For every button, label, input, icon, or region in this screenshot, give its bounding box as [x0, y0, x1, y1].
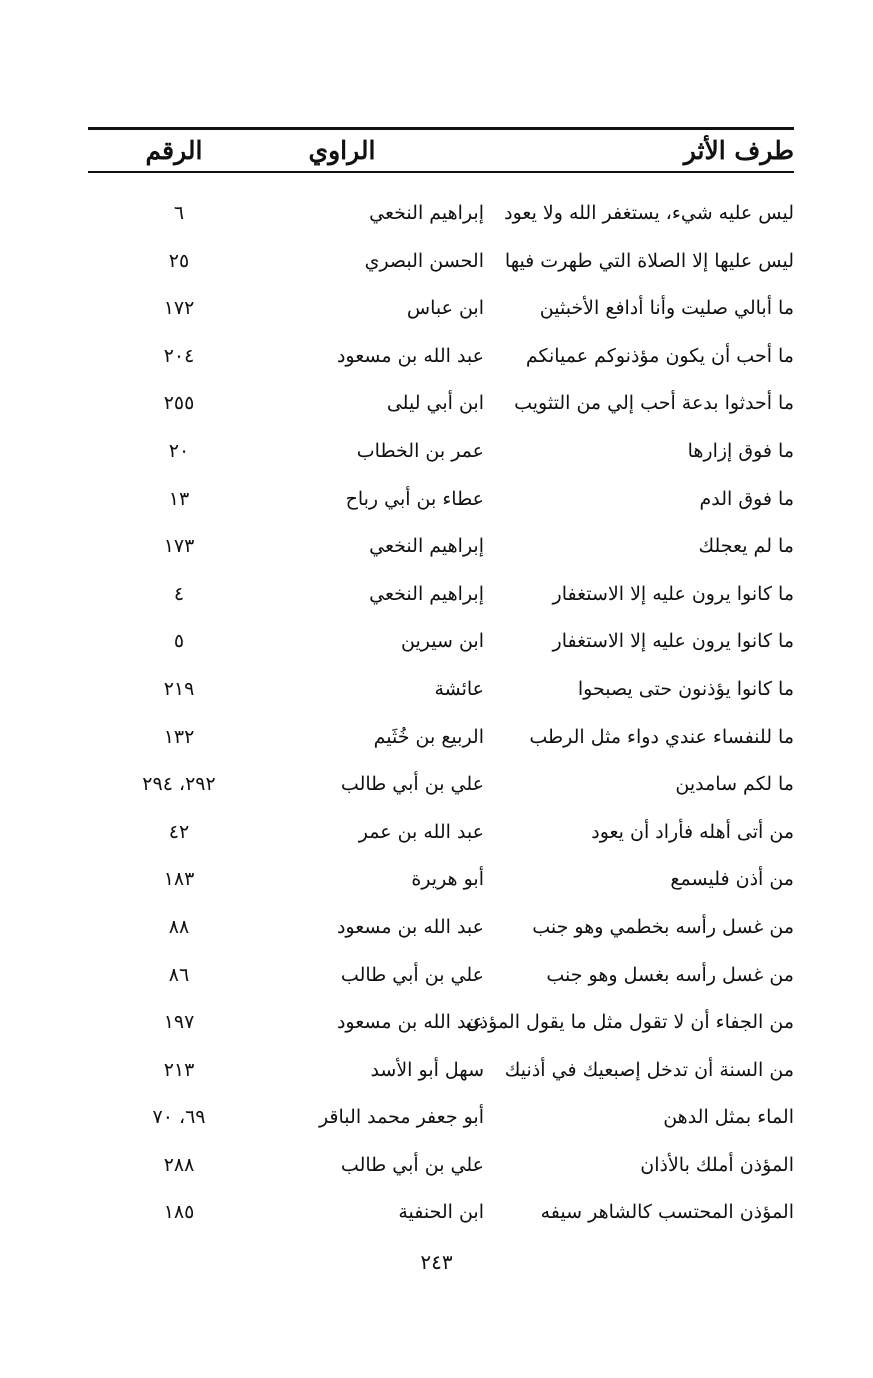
table-row [88, 761, 794, 809]
raqm-cell: ٢٥ [168, 249, 190, 272]
rawi-cell: إبراهيم النخعي [369, 202, 484, 224]
table-row [88, 666, 794, 714]
raqm-cell: ٢١٣ [163, 1058, 195, 1081]
athar-cell: من السنة أن تدخل إصبعيك في أذنيك [504, 1058, 794, 1081]
athar-cell: المؤذن المحتسب كالشاهر سيفه [540, 1201, 794, 1224]
athar-cell: من الجفاء أن لا تقول مثل ما يقول المؤذن [465, 1011, 794, 1034]
rawi-cell: علي بن أبي طالب [340, 773, 484, 796]
rawi-cell: أبو جعفر محمد الباقر [318, 1106, 484, 1129]
athar-cell: ما أحب أن يكون مؤذنوكم عميانكم [525, 344, 794, 367]
raqm-cell: ١٨٥ [163, 1201, 195, 1224]
raqm-cell: ٥ [173, 630, 185, 653]
table-row [88, 618, 794, 666]
table-row [88, 285, 794, 333]
table-row [88, 714, 794, 762]
rawi-cell: إبراهيم النخعي [369, 535, 484, 558]
table-row [88, 952, 794, 1000]
rawi-cell: ابن الحنفية [398, 1201, 484, 1224]
raqm-cell: ٤ [173, 582, 185, 605]
rawi-cell: سهل أبو الأسد [370, 1058, 484, 1081]
table-row [88, 571, 794, 619]
athar-cell: ما فوق إزارها [687, 439, 794, 462]
athar-cell: ما كانوا يؤذنون حتى يصبحوا [577, 677, 794, 700]
raqm-cell: ٢٠ [168, 439, 190, 462]
table-row [88, 238, 794, 286]
athar-cell: ما كانوا يرون عليه إلا الاستغفار [552, 582, 794, 605]
table-row [88, 1189, 794, 1237]
raqm-cell: ١٧٣ [163, 535, 195, 558]
table-row [88, 190, 794, 238]
athar-cell: ما كانوا يرون عليه إلا الاستغفار [552, 630, 794, 653]
table-row [88, 1047, 794, 1095]
rawi-cell: الحسن البصري [364, 249, 484, 272]
rawi-cell: ابن أبي ليلى [386, 392, 484, 415]
rawi-cell: ابن سيرين [401, 630, 484, 653]
raqm-cell: ٢٠٤ [163, 344, 195, 367]
raqm-cell: ٢١٩ [163, 677, 195, 700]
raqm-cell: ٦٩، ٧٠ [152, 1106, 206, 1129]
table-row [88, 428, 794, 476]
athar-cell: ما فوق الدم [699, 487, 794, 510]
athar-cell: ليس عليها إلا الصلاة التي طهرت فيها [504, 249, 794, 272]
athar-cell: ما للنفساء عندي دواء مثل الرطب [529, 725, 794, 748]
table-row [88, 476, 794, 524]
table-row [88, 904, 794, 952]
rawi-cell: أبو هريرة [411, 868, 484, 891]
rawi-cell: عطاء بن أبي رباح [345, 487, 484, 510]
rawi-cell: إبراهيم النخعي [369, 582, 484, 605]
raqm-cell: ١٨٣ [163, 868, 195, 891]
table-row [88, 523, 794, 571]
table-row [88, 333, 794, 381]
table-row [88, 856, 794, 904]
header-top-rule [88, 127, 794, 130]
table-row [88, 809, 794, 857]
raqm-cell: ١٧٢ [163, 297, 195, 320]
athar-cell: ما لم يعجلك [698, 535, 794, 558]
athar-cell: ليس عليه شيء، يستغفر الله ولا يعود [504, 202, 794, 224]
athar-cell: من أتى أهله فأراد أن يعود [591, 820, 794, 843]
raqm-cell: ٤٢ [168, 820, 190, 843]
table-header [88, 132, 794, 170]
table-row [88, 1142, 794, 1190]
raqm-cell: ١٣٢ [163, 725, 195, 748]
rawi-cell: عبد الله بن عمر [358, 820, 484, 843]
rawi-cell: عبد الله بن مسعود [336, 344, 484, 367]
raqm-cell: ٦ [173, 202, 185, 224]
raqm-cell: ١٣ [168, 487, 190, 510]
header-athar: طرف الأثر [683, 136, 794, 165]
rawi-cell: علي بن أبي طالب [340, 963, 484, 986]
header-rawi: الراوي [308, 136, 376, 165]
raqm-cell: ١٩٧ [163, 1011, 195, 1034]
header-bottom-rule [88, 171, 794, 173]
athar-cell: من غسل رأسه بخطمي وهو جنب [532, 915, 794, 938]
raqm-cell: ٢٨٨ [163, 1153, 195, 1176]
index-table-body [88, 190, 794, 1237]
athar-cell: ما أحدثوا بدعة أحب إلي من التثويب [514, 392, 794, 415]
raqm-cell: ٢٩٢، ٢٩٤ [142, 773, 216, 796]
rawi-cell: عبد الله بن مسعود [336, 915, 484, 938]
athar-cell: ما لكم سامدين [675, 773, 794, 796]
athar-cell: من أذن فليسمع [670, 868, 794, 891]
athar-cell: من غسل رأسه بغسل وهو جنب [546, 963, 794, 986]
rawi-cell: عمر بن الخطاب [356, 439, 484, 462]
athar-cell: الماء بمثل الدهن [663, 1106, 794, 1129]
table-row [88, 1094, 794, 1142]
athar-cell: ما أبالي صليت وأنا أدافع الأخبثين [539, 297, 794, 320]
rawi-cell: ابن عباس [406, 297, 484, 320]
rawi-cell: عائشة [434, 677, 484, 700]
raqm-cell: ٨٦ [168, 963, 190, 986]
rawi-cell: الربيع بن خُثَيم [373, 725, 484, 748]
header-raqm: الرقم [145, 136, 203, 165]
page-number: ٢٤٣ [420, 1250, 453, 1274]
rawi-cell: علي بن أبي طالب [340, 1153, 484, 1176]
athar-cell: المؤذن أملك بالأذان [640, 1153, 794, 1176]
table-row [88, 380, 794, 428]
rawi-cell: عبد الله بن مسعود [336, 1011, 484, 1034]
raqm-cell: ٨٨ [168, 915, 190, 938]
table-row [88, 999, 794, 1047]
raqm-cell: ٢٥٥ [163, 392, 195, 415]
